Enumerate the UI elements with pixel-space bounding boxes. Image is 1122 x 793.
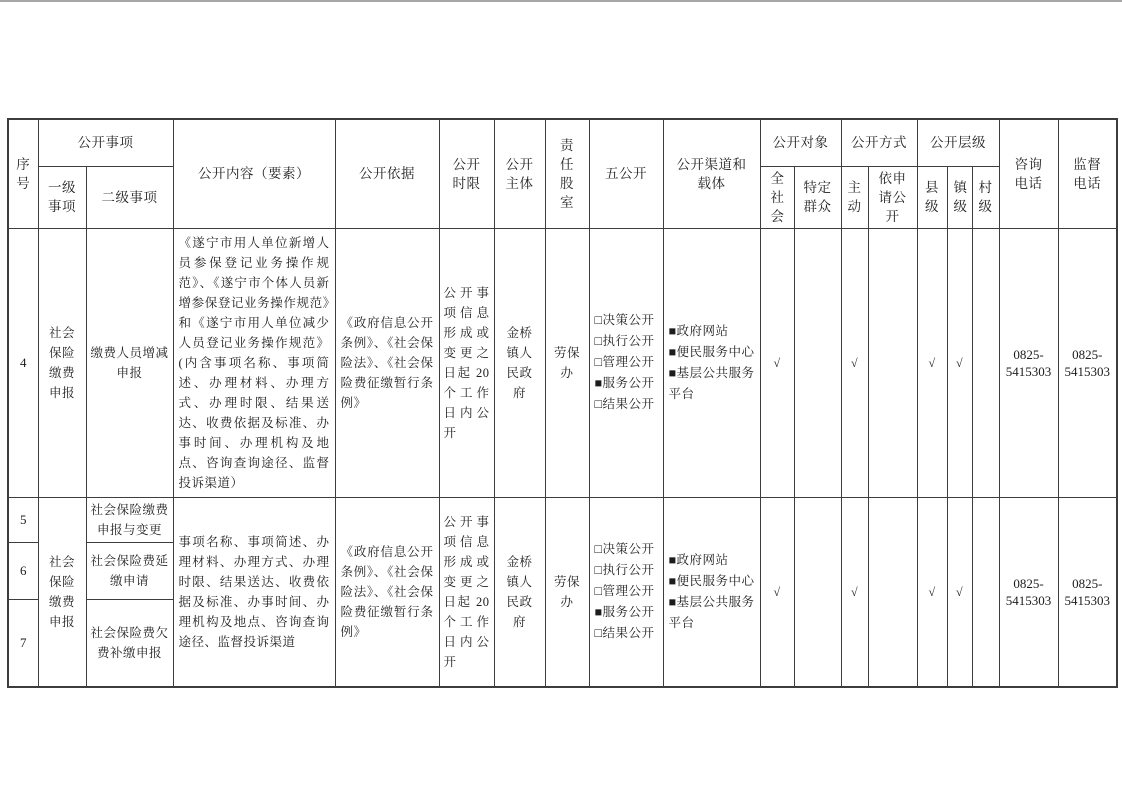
disclosure-catalog-table	[7, 118, 1118, 688]
five-open-item: ■服务公开	[594, 376, 655, 390]
cell-r4-target-specific-check	[794, 228, 841, 497]
cell-r6-serial: 6	[8, 542, 38, 599]
cell-r567-time-limit: 公开事项信息形成或变更之日起 20 个工作日内公开	[439, 497, 494, 687]
cell-r567-target-specific-check	[794, 497, 841, 687]
col-header-content: 公开内容（要素）	[173, 119, 335, 228]
col-header-level2: 二级事项	[86, 166, 173, 228]
col-header-basis: 公开依据	[335, 119, 439, 228]
channel-item: ■基层公共服务平台	[668, 594, 755, 630]
col-header-method-request: 依申请公开	[868, 166, 917, 228]
channel-item: ■政府网站	[668, 323, 729, 338]
five-open-item: □管理公开	[594, 584, 655, 599]
col-header-level-town: 镇级	[947, 166, 972, 228]
col-header-time-limit: 公开时限	[439, 119, 494, 228]
cell-r567-target-all-check: √	[760, 497, 794, 687]
five-open-item: □决策公开	[594, 542, 655, 557]
cell-r567-level-village-check	[972, 497, 999, 687]
cell-r4-supervise-phone: 0825-5415303	[1058, 228, 1117, 497]
cell-r7-serial: 7	[8, 599, 38, 687]
cell-r4-level1: 社会保险缴费申报	[38, 228, 86, 497]
col-header-five-open: 五公开	[589, 119, 663, 228]
cell-r567-level-county-check: √	[917, 497, 947, 687]
col-header-method-active: 主动	[841, 166, 868, 228]
cell-r6-level2: 社会保险费延缴申请	[86, 542, 173, 599]
five-open-item: □结果公开	[594, 626, 655, 641]
cell-r567-basis: 《政府信息公开条例》、《社会保险法》、《社会保险费征缴暂行条例》	[335, 497, 439, 687]
col-group-open-items: 公开事项	[38, 119, 173, 166]
channel-item: ■政府网站	[668, 552, 729, 567]
page-top-edge	[0, 0, 1122, 2]
cell-r567-method-request-check	[868, 497, 917, 687]
col-header-serial: 序号	[8, 119, 38, 228]
cell-r567-department: 劳保办	[545, 497, 589, 687]
cell-r567-content: 事项名称、事项简述、办理材料、办理方式、办理时限、结果送达、收费依据及标准、办事时间、办理机构及地点、咨询查询途径、监督投诉渠道	[173, 497, 335, 687]
col-header-target-all: 全社会	[760, 166, 794, 228]
cell-r4-department: 劳保办	[545, 228, 589, 497]
cell-r4-consult-phone: 0825-5415303	[999, 228, 1058, 497]
table-row-4	[8, 228, 1117, 497]
col-header-department: 责任股室	[545, 119, 589, 228]
cell-r7-level2: 社会保险费欠费补缴申报	[86, 599, 173, 687]
cell-r567-five-open	[589, 497, 663, 687]
five-open-item: □管理公开	[594, 355, 655, 369]
col-header-supervise-phone: 监督电话	[1058, 119, 1117, 228]
cell-r567-level1: 社会保险缴费申报	[38, 497, 86, 687]
cell-r5-level2: 社会保险缴费申报与变更	[86, 497, 173, 542]
cell-r567-channels	[663, 497, 760, 687]
cell-r4-level-county-check: √	[917, 228, 947, 497]
col-header-level1: 一级事项	[38, 166, 86, 228]
five-open-item: □执行公开	[594, 334, 655, 348]
col-header-channels: 公开渠道和载体	[663, 119, 760, 228]
cell-r4-method-active-check: √	[841, 228, 868, 497]
col-header-target-specific: 特定群众	[794, 166, 841, 228]
cell-r5-serial: 5	[8, 497, 38, 542]
col-group-level: 公开层级	[917, 119, 999, 166]
cell-r4-five-open	[589, 228, 663, 497]
col-group-method: 公开方式	[841, 119, 917, 166]
five-open-item: □决策公开	[594, 313, 655, 327]
cell-r567-supervise-phone: 0825-5415303	[1058, 497, 1117, 687]
disclosure-catalog-table-sheet	[7, 118, 1118, 688]
cell-r4-subject: 金桥镇人民政府	[494, 228, 545, 497]
col-header-subject: 公开主体	[494, 119, 545, 228]
channel-item: ■便民服务中心	[668, 344, 755, 359]
cell-r567-consult-phone: 0825-5415303	[999, 497, 1058, 687]
cell-r4-target-all-check: √	[760, 228, 794, 497]
cell-r4-level2: 缴费人员增减申报	[86, 228, 173, 497]
cell-r4-serial: 4	[8, 228, 38, 497]
col-header-level-county: 县级	[917, 166, 947, 228]
col-header-consult-phone: 咨询电话	[999, 119, 1058, 228]
cell-r567-subject: 金桥镇人民政府	[494, 497, 545, 687]
header-row-groups	[8, 119, 1117, 166]
channel-item: ■基层公共服务平台	[668, 365, 755, 401]
five-open-item: □执行公开	[594, 563, 655, 578]
cell-r567-level-town-check: √	[947, 497, 972, 687]
table-row-5	[8, 497, 1117, 542]
cell-r4-content: 《遂宁市用人单位新增人员参保登记业务操作规范》、《遂宁市个体人员新增参保登记业务操作规范》和《遂宁市用人单位减少人员登记业务操作规范》(内含事项名称、事项简述、办理材料、办理方式、办理时限、结果送达、收费依据及标准、办事时间、办理机构及地点、咨询查询途径、监督投诉渠道）	[173, 228, 335, 497]
cell-r4-time-limit: 公开事项信息形成或变更之日起 20 个工作日内公开	[439, 228, 494, 497]
col-header-level-village: 村级	[972, 166, 999, 228]
cell-r4-level-village-check	[972, 228, 999, 497]
five-open-item: □结果公开	[594, 397, 655, 411]
cell-r4-basis: 《政府信息公开条例》、《社会保险法》、《社会保险费征缴暂行条例》	[335, 228, 439, 497]
channel-item: ■便民服务中心	[668, 573, 755, 588]
cell-r567-method-active-check: √	[841, 497, 868, 687]
col-group-target: 公开对象	[760, 119, 841, 166]
cell-r4-level-town-check: √	[947, 228, 972, 497]
cell-r4-channels	[663, 228, 760, 497]
cell-r4-method-request-check	[868, 228, 917, 497]
five-open-item: ■服务公开	[594, 605, 655, 620]
